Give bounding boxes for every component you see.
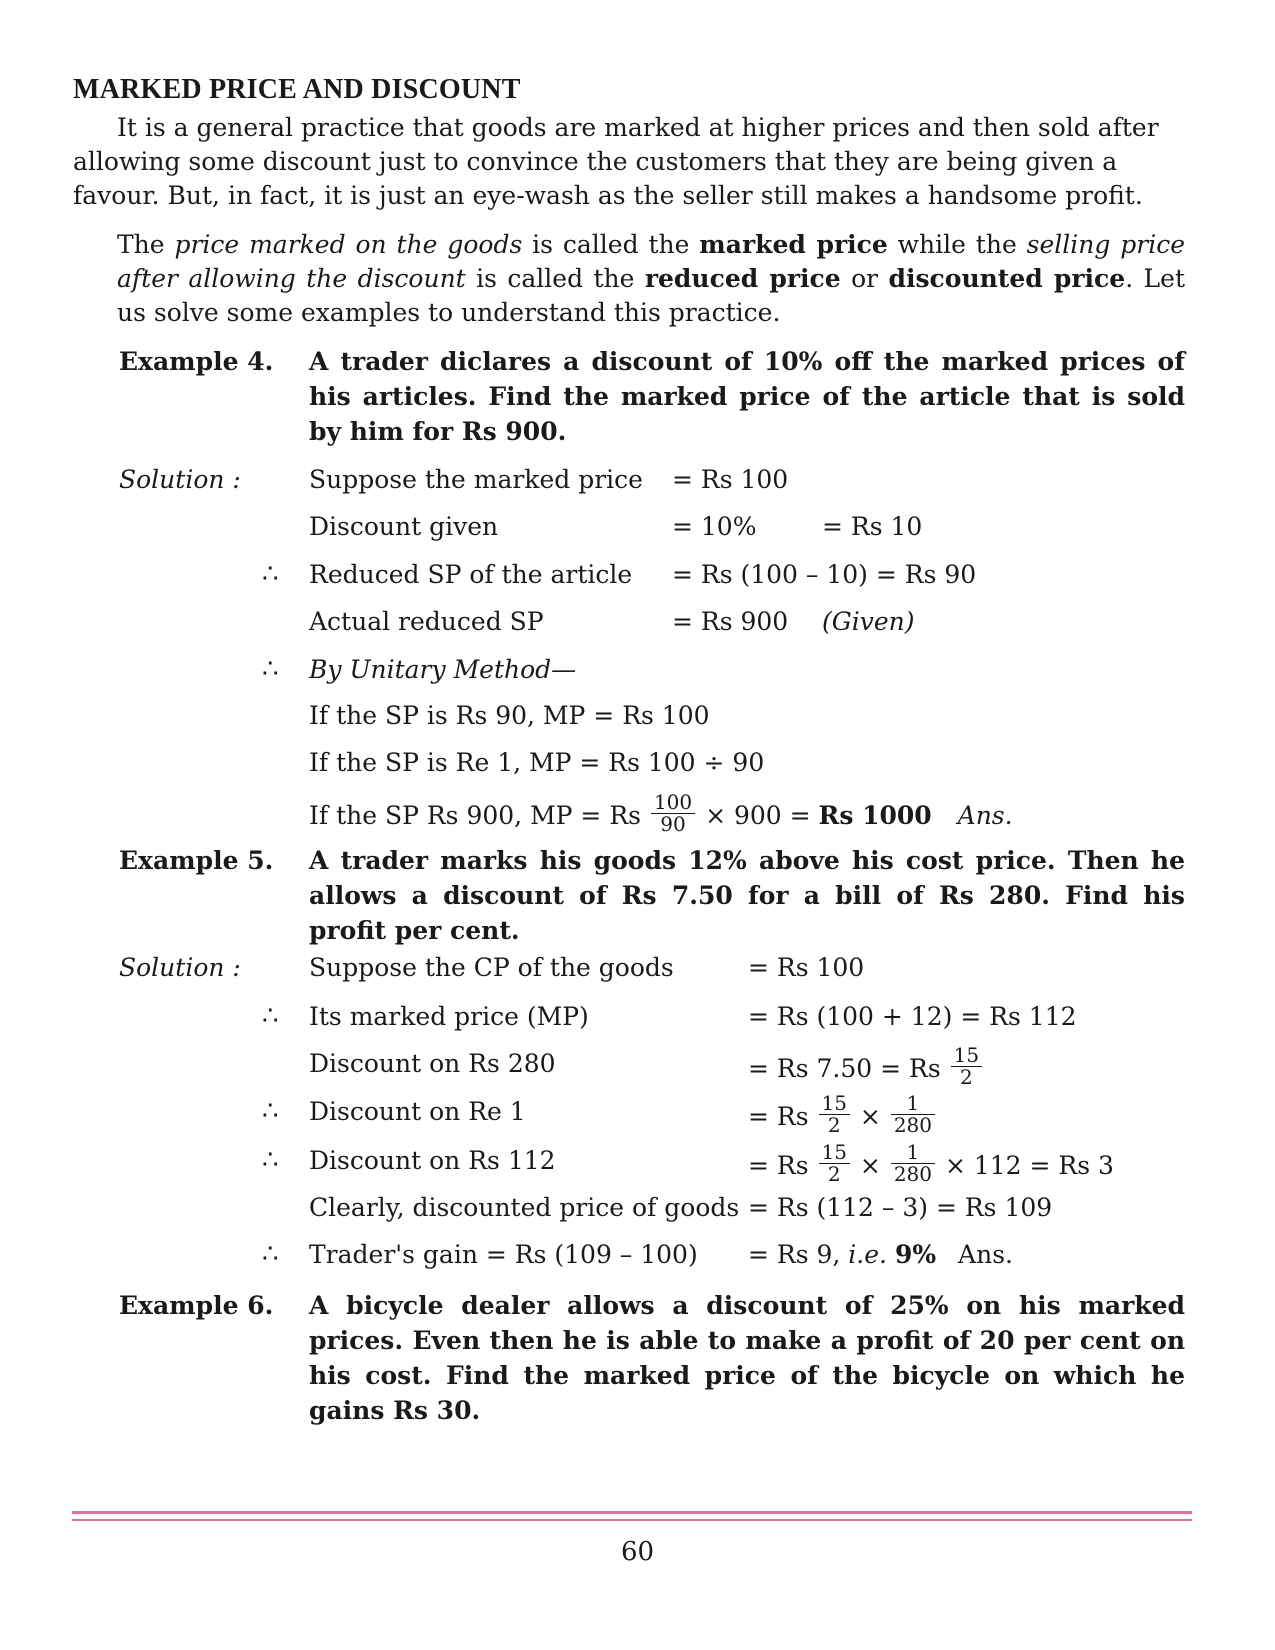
example-5-label: Example 5. <box>119 846 274 875</box>
term-reduced-price: reduced price <box>644 264 841 293</box>
ex5-row-6-right: = Rs (112 – 3) = Rs 109 <box>748 1193 1053 1222</box>
ex4-row-3-left: Reduced SP of the article <box>309 560 633 589</box>
ex5-row-1-right: = Rs 100 <box>748 953 865 982</box>
ex4-row-1-left: Suppose the marked price <box>309 465 643 494</box>
ex5-row-5-right: = Rs $\frac{15}{2}$ × $\frac{1}{280}$ × 112 = Rs 3 <box>748 1140 1114 1186</box>
ex5-row-4-left: Discount on Re 1 <box>309 1097 526 1126</box>
unitary-method-heading: By Unitary Method— <box>309 655 577 684</box>
ex5-row-4-right: = Rs $\frac{15}{2}$ × $\frac{1}{280}$ <box>748 1097 937 1140</box>
ex4-row-4-left: Actual reduced SP <box>309 607 544 636</box>
therefore-symbol: ∴ <box>262 1096 279 1126</box>
ex4-row-2-left: Discount given <box>309 512 499 541</box>
example-4-solution-label: Solution : <box>119 465 241 494</box>
footer-rule-bottom <box>72 1519 1192 1521</box>
fraction-1-over-280: $\frac{1}{280}$ <box>891 1093 935 1136</box>
term-discounted-price: discounted price <box>888 264 1126 293</box>
intro-paragraph <box>73 111 1185 213</box>
ex5-answer: 9% <box>894 1240 937 1269</box>
definition-text: The price marked on the goods is called the marked price while the selling price after allowing the discount is called the reduced price or discounted price. Let us solve some examples to understand this practice. <box>117 230 1185 327</box>
therefore-symbol: ∴ <box>262 559 279 589</box>
intro-line-3: favour. But, in fact, it is just an eye-wash as the seller still makes a handsome profit. <box>73 181 1143 210</box>
ex5-row-7-left: Trader's gain = Rs (109 – 100) <box>309 1240 698 1269</box>
unitary-step-2: If the SP is Re 1, MP = Rs 100 ÷ 90 <box>309 748 765 777</box>
therefore-symbol: ∴ <box>262 1001 279 1031</box>
fraction-15-over-2: $\frac{15}{2}$ <box>819 1142 850 1185</box>
intro-line-1: It is a general practice that goods are marked at higher prices and then sold after <box>117 113 1159 142</box>
example-6-label: Example 6. <box>119 1291 274 1320</box>
page-number: 60 <box>620 1537 655 1567</box>
example-5-question: A trader marks his goods 12% above his cost price. Then he allows a discount of Rs 7.50 for a bill of Rs 280. Find his profit per cent. <box>309 846 1185 945</box>
fraction-15-over-2: $\frac{15}{2}$ <box>951 1045 982 1088</box>
ex5-row-6-left: Clearly, discounted price of goods <box>309 1193 740 1222</box>
ex4-row-3-right: = Rs (100 – 10) = Rs 90 <box>672 560 977 589</box>
intro-line-2: allowing some discount just to convince the customers that they are being given a <box>73 147 1118 176</box>
example-4-question: A trader diclares a discount of 10% off the marked prices of his articles. Find the marked price of the article that is sold by him for Rs 900. <box>309 347 1185 446</box>
therefore-symbol: ∴ <box>262 1239 279 1269</box>
therefore-symbol: ∴ <box>262 1145 279 1175</box>
ex5-row-3-right: = Rs 7.50 = Rs $\frac{15}{2}$ <box>748 1049 984 1092</box>
ex5-row-5-left: Discount on Rs 112 <box>309 1146 556 1175</box>
footer-rule-top <box>72 1511 1192 1514</box>
therefore-symbol: ∴ <box>262 654 279 684</box>
ex5-row-7-right: = Rs 9, i.e. 9% Ans. <box>748 1240 1013 1269</box>
fraction-1-over-280: $\frac{1}{280}$ <box>891 1142 935 1185</box>
ex5-row-3-left: Discount on Rs 280 <box>309 1049 556 1078</box>
ex5-row-2-right: = Rs (100 + 12) = Rs 112 <box>748 1002 1077 1031</box>
ex4-row-4-extra: (Given) <box>822 607 915 636</box>
term-marked-price: marked price <box>699 230 888 259</box>
ex4-row-4-right: = Rs 900 <box>672 607 789 636</box>
fraction-100-over-90: $\frac{100}{90}$ <box>651 792 695 835</box>
fraction-15-over-2: $\frac{15}{2}$ <box>819 1093 850 1136</box>
ex4-row-2-extra: = Rs 10 <box>822 512 923 541</box>
ex4-answer: Rs 1000 <box>818 801 932 830</box>
example-6-question: A bicycle dealer allows a discount of 25% on his marked prices. Even then he is able to make a profit of 20 per cent on his cost. Find the marked price of the bicycle on which he gains Rs 30. <box>309 1291 1185 1425</box>
definition-paragraph <box>73 228 1185 330</box>
ex4-row-2-right: = 10% <box>672 512 757 541</box>
unitary-step-3: If the SP Rs 900, MP = Rs $\frac{100}{90}$ × 900 = Rs 1000 Ans. <box>309 790 1013 836</box>
example-4-label: Example 4. <box>119 347 274 376</box>
ex4-row-1-right: = Rs 100 <box>672 465 789 494</box>
ex5-row-1-left: Suppose the CP of the goods <box>309 953 674 982</box>
section-title: MARKED PRICE AND DISCOUNT <box>73 74 521 105</box>
unitary-step-1: If the SP is Rs 90, MP = Rs 100 <box>309 701 710 730</box>
example-5-solution-label: Solution : <box>119 953 241 982</box>
ex5-row-2-left: Its marked price (MP) <box>309 1002 589 1031</box>
